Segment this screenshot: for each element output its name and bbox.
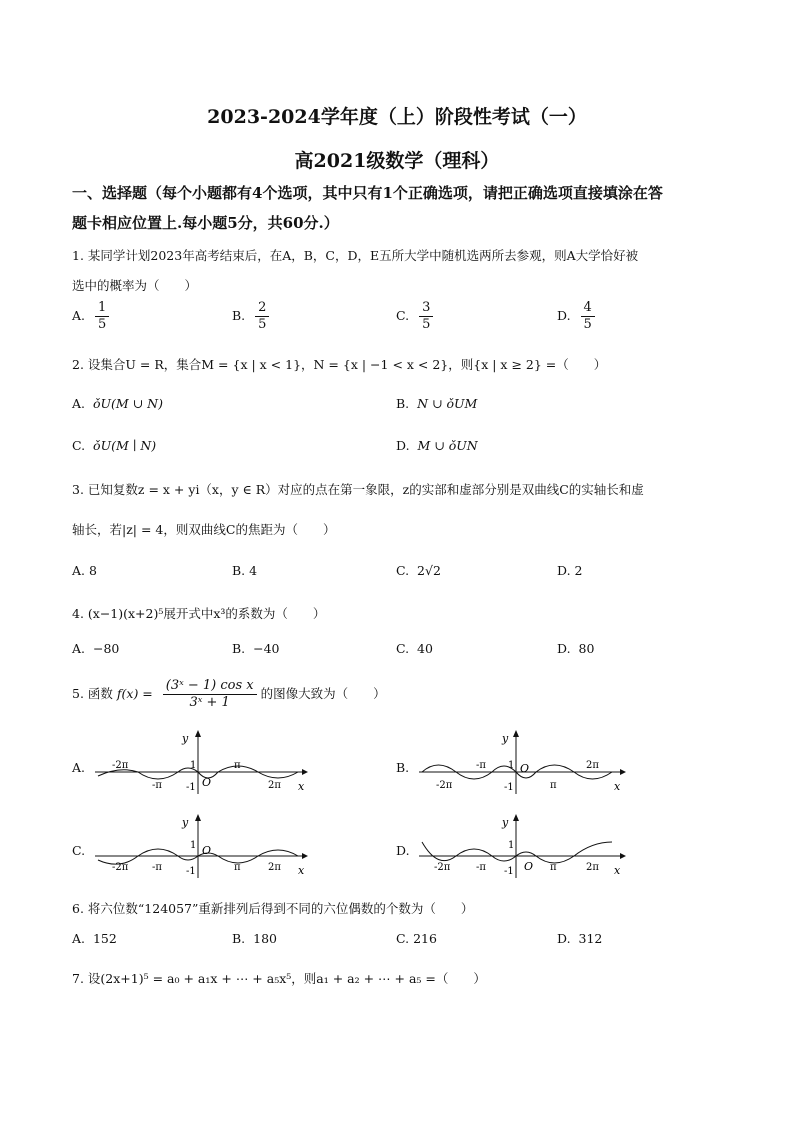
svg-text:x: x (298, 780, 305, 793)
svg-text:O: O (202, 844, 212, 857)
q6-option-a[interactable]: A. 152 (72, 931, 117, 946)
q1-stem-line1: 1. 某同学计划2023年高考结束后，在A，B，C，D，E五所大学中随机选两所去参观，则A大学恰好被 (72, 248, 639, 263)
q4-stem: 4. (x−1)(x+2)⁵展开式中x³的系数为（ ） (72, 606, 326, 621)
q5-graph-b[interactable] (414, 728, 634, 796)
q2-option-d[interactable]: D. M ∪ ǒUN (396, 438, 478, 453)
svg-text:-π: -π (152, 862, 162, 873)
svg-text:2π: 2π (268, 780, 281, 791)
svg-text:-1: -1 (186, 782, 196, 793)
svg-text:π: π (550, 780, 557, 791)
q3-option-c[interactable]: C. 2√2 (396, 563, 441, 578)
svg-text:O: O (202, 776, 212, 789)
svg-text:π: π (550, 862, 557, 873)
q7-stem: 7. 设(2x+1)⁵ = a₀ + a₁x + ⋯ + a₅x⁵，则a₁ + a₂ + ⋯ + a₅ =（ ） (72, 971, 486, 986)
svg-text:-1: -1 (504, 782, 514, 793)
svg-text:y: y (502, 732, 509, 745)
q1-option-c-fraction: $\frac{3}{5}$ (419, 300, 433, 333)
q6-option-b[interactable]: B. 180 (232, 931, 277, 946)
svg-text:x: x (614, 780, 621, 793)
q1-option-a[interactable]: A. $\frac{1}{5}$ (72, 300, 109, 333)
q3-option-a[interactable]: A. 8 (72, 563, 97, 578)
section-heading-line2: 题卡相应位置上.每小题5分，共60分.） (72, 214, 339, 232)
svg-text:1: 1 (190, 760, 197, 771)
q1-option-d-fraction: $\frac{4}{5}$ (581, 300, 595, 333)
q3-stem-line1: 3. 已知复数z = x + yi（x，y ∈ R）对应的点在第一象限，z的实部和虚部分别是双曲线C的实轴长和虚 (72, 482, 644, 497)
svg-text:1: 1 (190, 840, 197, 851)
svg-text:1: 1 (508, 760, 515, 771)
svg-text:-π: -π (476, 760, 486, 771)
exam-title: 2023-2024学年度（上）阶段性考试（一） (207, 106, 587, 128)
svg-text:π: π (234, 862, 241, 873)
svg-text:2π: 2π (268, 862, 281, 873)
q6-stem: 6. 将六位数“124057”重新排列后得到不同的六位偶数的个数为（ ） (72, 901, 474, 916)
q4-option-d[interactable]: D. 80 (557, 641, 595, 656)
q5-graph-a[interactable] (90, 728, 320, 796)
q4-option-b[interactable]: B. −40 (232, 641, 280, 656)
q5-option-a[interactable]: A. (72, 760, 86, 775)
q1-stem-line2: 选中的概率为（ ） (72, 278, 198, 293)
q1-option-b-fraction: $\frac{2}{5}$ (255, 300, 269, 333)
q5-option-d[interactable]: D. (396, 843, 410, 858)
q2-stem: 2. 设集合U = R，集合M = {x | x < 1}，N = {x | −1 < x < 2}，则{x | x ≥ 2} =（ ） (72, 357, 607, 372)
q1-option-a-fraction: $\frac{1}{5}$ (95, 300, 109, 333)
svg-text:-1: -1 (186, 866, 196, 877)
svg-text:O: O (520, 762, 530, 775)
q2-option-b[interactable]: B. N ∪ ǒUM (396, 396, 478, 411)
q5-option-c[interactable]: C. (72, 843, 86, 858)
svg-text:y: y (502, 816, 509, 829)
q3-option-d[interactable]: D. 2 (557, 563, 583, 578)
svg-text:-2π: -2π (112, 760, 129, 771)
svg-text:-2π: -2π (434, 862, 451, 873)
svg-text:O: O (524, 860, 534, 873)
svg-text:π: π (234, 760, 241, 771)
q6-option-d[interactable]: D. 312 (557, 931, 603, 946)
svg-text:1: 1 (508, 840, 515, 851)
q5-function-fraction: $\frac{\text{(3ˣ − 1) cos x}}{\text{3ˣ + 1}}$ (163, 678, 257, 711)
q1-option-c[interactable]: C. $\frac{3}{5}$ (396, 300, 433, 333)
svg-text:x: x (298, 864, 305, 877)
svg-text:x: x (614, 864, 621, 877)
svg-text:-1: -1 (504, 866, 514, 877)
q1-option-b[interactable]: B. $\frac{2}{5}$ (232, 300, 269, 333)
svg-text:y: y (182, 816, 189, 829)
q3-option-b[interactable]: B. 4 (232, 563, 258, 578)
section-heading-line1: 一、选择题（每个小题都有4个选项，其中只有1个正确选项，请把正确选项直接填涂在答 (72, 184, 663, 202)
q1-option-d[interactable]: D. $\frac{4}{5}$ (557, 300, 595, 333)
q6-option-c[interactable]: C. 216 (396, 931, 437, 946)
svg-text:2π: 2π (586, 760, 599, 771)
q4-option-a[interactable]: A. −80 (72, 641, 120, 656)
svg-text:-π: -π (476, 862, 486, 873)
q5-option-b[interactable]: B. (396, 760, 410, 775)
svg-text:-2π: -2π (436, 780, 453, 791)
svg-text:2π: 2π (586, 862, 599, 873)
q3-stem-line2: 轴长，若|z| = 4，则双曲线C的焦距为（ ） (72, 522, 336, 537)
q4-option-c[interactable]: C. 40 (396, 641, 433, 656)
svg-text:-2π: -2π (112, 862, 129, 873)
q5-graph-c[interactable] (90, 812, 320, 880)
q2-option-c[interactable]: C. ǒU(M ∣ N) (72, 438, 157, 453)
exam-subtitle: 高2021级数学（理科） (294, 150, 500, 172)
svg-text:-π: -π (152, 780, 162, 791)
q5-stem: 5. 函数 f(x) = $\frac{\text{(3ˣ − 1) cos x}}{\text{3ˣ + 1}}$ 的图像大致为（ ） (72, 678, 386, 710)
q2-option-a[interactable]: A. ǒU(M ∪ N) (72, 396, 163, 411)
q5-graph-d[interactable] (414, 812, 634, 880)
svg-text:y: y (182, 732, 189, 745)
